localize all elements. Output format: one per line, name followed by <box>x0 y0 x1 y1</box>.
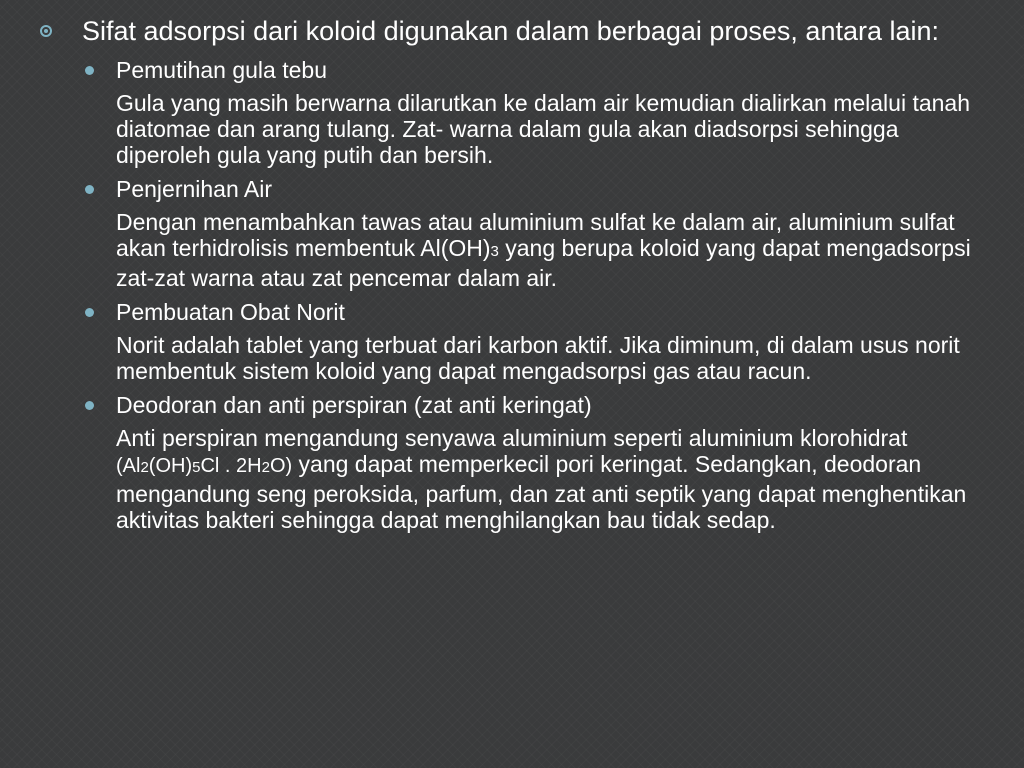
intro-paragraph <box>40 18 1000 45</box>
formula-part: (Al <box>116 455 141 477</box>
body-text-part2: yang dapat memperkecil pori keringat. Sedangkan, deodoran mengandung seng peroksida, parfum, dan zat anti septik yang dapat menghentikan aktivitas bakteri sehingga dapat menghilangkan bau tidak sedap. <box>116 451 967 533</box>
circle-target-icon <box>40 25 52 37</box>
list-item-heading <box>82 299 1000 326</box>
list-item-body <box>82 209 1000 291</box>
list-item-title: Penjernihan Air <box>116 176 272 202</box>
body-text-after: yang berupa koloid yang dapat mengadsorpsi zat-zat warna atau zat pencemar dalam air. <box>116 235 971 291</box>
formula-part: (OH) <box>148 455 193 477</box>
list-item-heading <box>82 176 1000 203</box>
subscript: 5 <box>192 459 201 476</box>
subscript: 3 <box>490 243 499 260</box>
list-item-deodoran <box>82 392 1000 533</box>
list-item-title: Pemutihan gula tebu <box>116 57 327 83</box>
list-item-norit <box>82 299 1000 384</box>
dot-bullet-icon <box>85 185 94 194</box>
list-item-title: Pembuatan Obat Norit <box>116 299 345 325</box>
list-item-body: Gula yang masih berwarna dilarutkan ke dalam air kemudian dialirkan melalui tanah diatomae dan arang tulang. Zat- warna dalam gula akan diadsorpsi sehingga diperoleh gula yang putih dan bersih. <box>116 90 971 168</box>
formula-part: O) <box>269 455 293 477</box>
list-item-heading <box>82 392 1000 419</box>
formula-part: Cl . 2H <box>200 455 262 477</box>
chemical-formula <box>116 455 292 477</box>
body-text-before: Dengan menambahkan tawas atau aluminium sulfat ke dalam air, aluminium sulfat akan terhidrolisis membentuk Al(OH) <box>116 209 955 261</box>
subscript: 2 <box>140 459 149 476</box>
list-item-body <box>82 425 1000 533</box>
intro-text: Sifat adsorpsi dari koloid digunakan dalam berbagai proses, antara lain: <box>82 16 940 46</box>
list-item-body: Norit adalah tablet yang terbuat dari karbon aktif. Jika diminum, di dalam usus norit membentuk sistem koloid yang dapat mengadsorpsi gas atau racun. <box>116 332 960 384</box>
list-item-penjernihan <box>82 176 1000 291</box>
dot-bullet-icon <box>85 401 94 410</box>
dot-bullet-icon <box>85 308 94 317</box>
list-item-pemutihan <box>82 57 1000 168</box>
list-item-title: Deodoran dan anti perspiran (zat anti keringat) <box>116 392 592 418</box>
slide-content <box>40 18 1000 541</box>
body-text-part1: Anti perspiran mengandung senyawa aluminium seperti aluminium klorohidrat <box>116 425 908 451</box>
list-item-heading <box>82 57 1000 84</box>
dot-bullet-icon <box>85 66 94 75</box>
subscript: 2 <box>261 459 270 476</box>
